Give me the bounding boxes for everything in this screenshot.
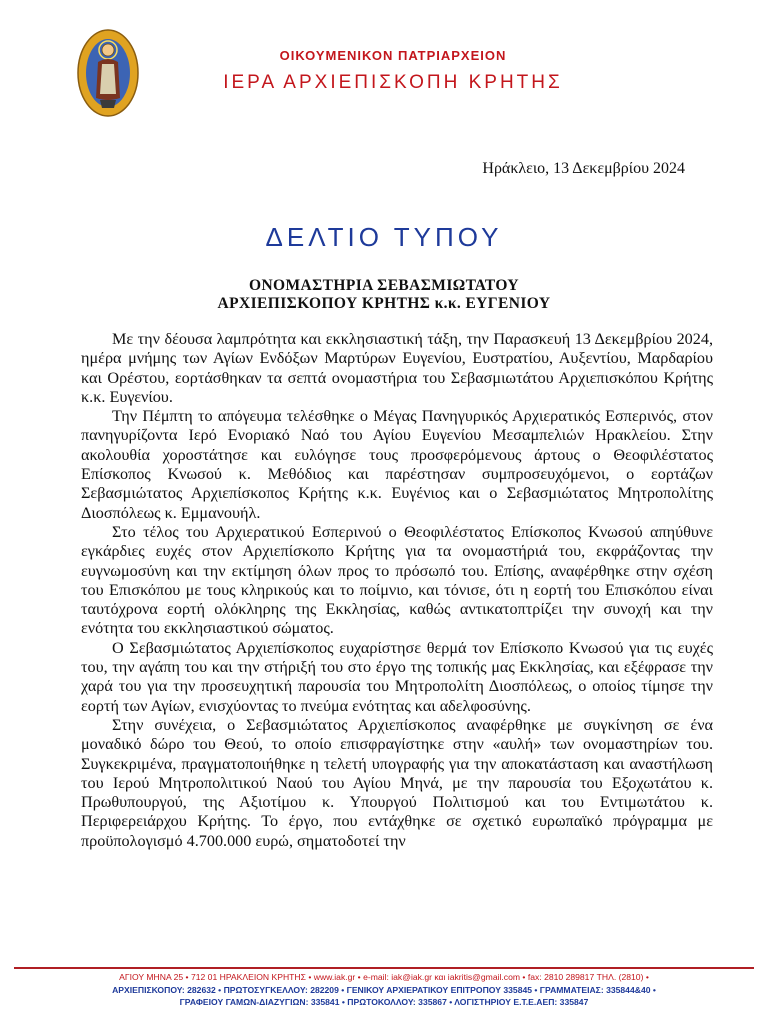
document-title: ΔΕΛΤΙΟ ΤΥΠΟΥ [265,222,503,252]
document-date: Ηράκλειο, 13 Δεκεμβρίου 2024 [482,160,685,177]
footer-address: ΑΓΙΟΥ ΜΗΝΑ 25 • 712 01 ΗΡΑΚΛΕΙΟΝ ΚΡΗΤΗΣ • www.iak.gr • e-mail: iak@iak.gr και iakritis@gmail.com • fax: 2810 289817 ΤΗΛ. (2810) • [119,972,649,982]
archdiocese-title: ΙΕΡΑ ΑΡΧΙΕΠΙΣΚΟΠΗ ΚΡΗΤΗΣ [223,72,563,93]
paragraph: Ο Σεβασμιώτατος Αρχιεπίσκοπος ευχαρίστησε θερμά τον Επίσκοπο Κνωσού για τις ευχές του, την αγάπη του και την στήριξή του στο έργο της τοπικής μας Εκκλησίας, και εξέφρασε την χαρά του για την προσευχητική παρουσία του Μητροπολίτη Διοσπόλεως, ο οποίος τίμησε την εορτή των Αγίων, ενισχύοντας το πνεύμα ενότητας και αδελφοσύνης. [81,638,713,715]
paragraph: Στην συνέχεια, ο Σεβασμιώτατος Αρχιεπίσκοπος αναφέρθηκε με συγκίνηση σε ένα μοναδικό δώρο του Θεού, το οποίο επισφραγίστηκε στην «αυλή» των ονομαστηρίων του. Συγκεκριμένα, πραγματοποιήθηκε η τελετή υπογραφής για την αποκατάσταση και αναστήλωση του Ιερού Μητροπολιτικού Ναού του Αγίου Μηνά, με την παρουσία του Εξοχωτάτου κ. Πρωθυπουργού, της Αξιοτίμου κ. Υπουργού Πολιτισμού και του Εντιμωτάτου κ. Περιφερειάρχου Κρήτης. Το έργο, που εντάχθηκε σε σχετικό ευρωπαϊκό πρόγραμμα με προϋπολογισμό 4.700.000 ευρώ, σηματοδοτεί την [81,715,713,850]
patriarchate-title: ΟΙΚΟΥΜΕΝΙΚΟΝ ΠΑΤΡΙΑΡΧΕΙΟΝ [279,48,507,63]
footer-phones: ΑΡΧΙΕΠΙΣΚΟΠΟΥ: 282632 • ΠΡΩΤΟΣΥΓΚΕΛΛΟΥ: 282209 • ΓΕΝΙΚΟΥ ΑΡΧΙΕΡΑΤΙΚΟΥ ΕΠΙΤΡΟΠΟΥ 335845 • ΓΡΑΜΜΑΤΕΙΑΣ: 335844&40 • [112,985,656,995]
body-text [81,330,713,851]
footer-divider [14,967,754,969]
saint-icon-seal-graphic [76,28,140,118]
paragraph: Με την δέουσα λαμπρότητα και εκκλησιαστική τάξη, την Παρασκευή 13 Δεκεμβρίου 2024, ημέρα μνήμης των Αγίων Ενδόξων Μαρτύρων Ευγενίου, Ευστρατίου, Αυξεντίου, Μαρδαρίου και Ορέστου, εορτάσθηκαν τα σεπτά ονομαστήρια του Σεβασμιωτάτου Αρχιεπισκόπου Κρήτης κ.κ. Ευγενίου. [81,330,713,406]
footer-offices: ΓΡΑΦΕΙΟΥ ΓΑΜΩΝ-ΔΙΑΖΥΓΙΩΝ: 335841 • ΠΡΩΤΟΚΟΛΛΟΥ: 335867 • ΛΟΓΙΣΤΗΡΙΟΥ Ε.Τ.Ε.ΑΕΠ: 335847 [179,997,589,1007]
heading-line-1: ΟΝΟΜΑΣΤΗΡΙΑ ΣΕΒΑΣΜΙΩΤΑΤΟΥ [248,277,519,294]
heading-line-2: ΑΡΧΙΕΠΙΣΚΟΠΟΥ ΚΡΗΤΗΣ κ.κ. ΕΥΓΕΝΙΟΥ [217,295,551,312]
paragraph: Στο τέλος του Αρχιερατικού Εσπερινού ο Θεοφιλέστατος Επίσκοπος Κνωσού απηύθυνε εγκάρδιες ευχές στον Αρχιεπίσκοπο Κρήτης για τα ονομαστήριά του, εκφράζοντας την ευγνωμοσύνη και την εκτίμηση όλων προς το πρόσωπό του. Επίσης, αναφέρθηκε στην σχέση του Επισκόπου με τους κληρικούς και το ποίμνιο, και τόνισε, ότι η εορτή του Επισκόπου είναι ταυτόχρονα εορτή ολόκληρης της Εκκλησίας, καθώς αντικατοπτρίζει την συνοχή και την ενότητα του εκκλησιαστικού σώματος. [81,522,713,638]
saint-icon-seal [76,28,140,118]
paragraph: Την Πέμπτη το απόγευμα τελέσθηκε ο Μέγας Πανηγυρικός Αρχιερατικός Εσπερινός, στον πανηγυρίζοντα Ιερό Ενοριακό Ναό του Αγίου Ευγενίου Μεσαμπελιών Ηρακλείου. Στην ακολουθία χοροστάτησε και ευλόγησε τους προσφερόμενους άρτους ο Θεοφιλέστατος Επίσκοπος Κνωσού κ. Μεθόδιος και παρέστησαν συμπροσευχόμενοι, ο εορτάζων Σεβασμιώτατος Αρχιεπίσκοπος Κρήτης κ.κ. Ευγένιος και ο Σεβασμιώτατος Μητροπολίτης Διοσπόλεως κ. Εμμανουήλ. [81,407,713,522]
